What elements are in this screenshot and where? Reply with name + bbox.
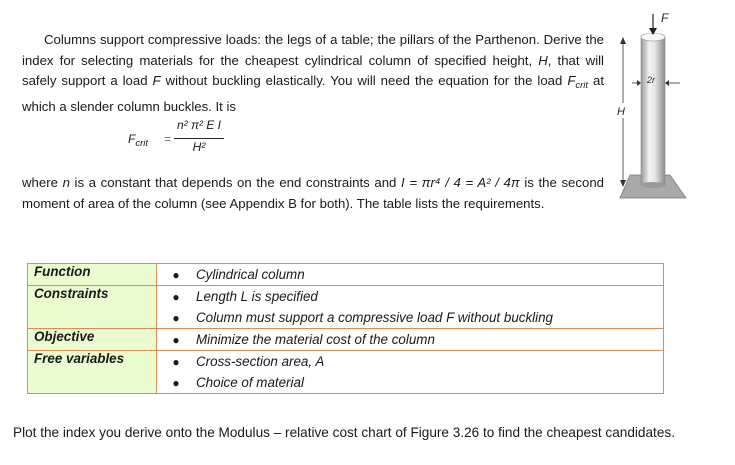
column-figure xyxy=(608,0,735,205)
row-label: Constraints xyxy=(28,286,157,329)
bullet-icon: ● xyxy=(172,289,180,304)
row-label: Function xyxy=(28,264,157,286)
list-item xyxy=(157,307,663,328)
formula-denominator: H² xyxy=(192,140,206,154)
explanation-text: where xyxy=(22,175,63,190)
item-text: Minimize the material cost of the column xyxy=(196,332,435,347)
diameter-label: 2r xyxy=(647,75,656,85)
bullet-icon: ● xyxy=(172,310,180,325)
formula-equals: = xyxy=(164,132,172,146)
var-f: F xyxy=(152,73,161,88)
formula-lhs: $F_{crit}$ xyxy=(128,132,149,149)
bullet-icon: ● xyxy=(172,354,180,369)
table-row-objective xyxy=(28,329,664,351)
item-text: Column must support a compressive load F without buckling xyxy=(196,310,554,325)
explanation-text: is the second moment of area of the column (see Appendix B for both). The table lists the requirements. xyxy=(22,175,604,211)
intro-text: at which a slender column buckles. It is xyxy=(22,73,604,114)
closing-paragraph: Plot the index you derive onto the Modulus – relative cost chart of Figure 3.26 to find the cheapest candidates. xyxy=(13,425,675,440)
height-label: H xyxy=(617,106,625,118)
table-row-constraints xyxy=(28,286,664,329)
row-values xyxy=(157,264,664,286)
intro-paragraph xyxy=(22,30,604,117)
buckling-formula xyxy=(128,118,248,166)
list-item xyxy=(157,264,663,285)
fraction-bar xyxy=(174,138,224,139)
item-text: Length L is specified xyxy=(196,289,318,304)
bullet-icon: ● xyxy=(172,375,180,390)
list-item xyxy=(157,286,663,307)
explanation-paragraph xyxy=(22,173,604,214)
row-label: Objective xyxy=(28,329,157,351)
row-values xyxy=(157,286,664,329)
intro-text: Columns support compressive loads: the legs of a table; the pillars of the Parthenon. Derive the index for selecting materials for the cheapest cylindrical column of specified height, xyxy=(22,32,604,68)
list-item xyxy=(157,329,663,350)
explanation-text: is a constant that depends on the end constraints and xyxy=(69,175,402,190)
item-text: Choice of material xyxy=(196,375,304,390)
intro-text: without buckling elastically. You will need the equation for the load xyxy=(160,73,568,88)
item-text: Cylindrical column xyxy=(196,267,305,282)
list-item xyxy=(157,372,663,393)
formula-numerator: n² π² E I xyxy=(176,118,222,132)
requirements-table xyxy=(27,263,664,394)
fcrit-subscript: crit xyxy=(575,80,589,91)
row-values xyxy=(157,351,664,394)
table-row-function xyxy=(28,264,664,286)
var-n: n xyxy=(62,175,70,190)
row-label: Free variables xyxy=(28,351,157,394)
item-text: Cross-section area, A xyxy=(196,354,325,369)
bullet-icon: ● xyxy=(172,267,180,282)
list-item xyxy=(157,351,663,372)
bullet-icon: ● xyxy=(172,332,180,347)
moment-equation: I = πr⁴ / 4 = A² / 4π xyxy=(401,175,520,190)
table-row-free-variables xyxy=(28,351,664,394)
column-diagram-icon xyxy=(608,0,735,205)
fcrit-symbol: F xyxy=(567,73,576,88)
load-label: F xyxy=(661,11,669,25)
row-values xyxy=(157,329,664,351)
intro-text: , that will safely support a load xyxy=(22,52,604,88)
var-h: H xyxy=(538,52,548,68)
